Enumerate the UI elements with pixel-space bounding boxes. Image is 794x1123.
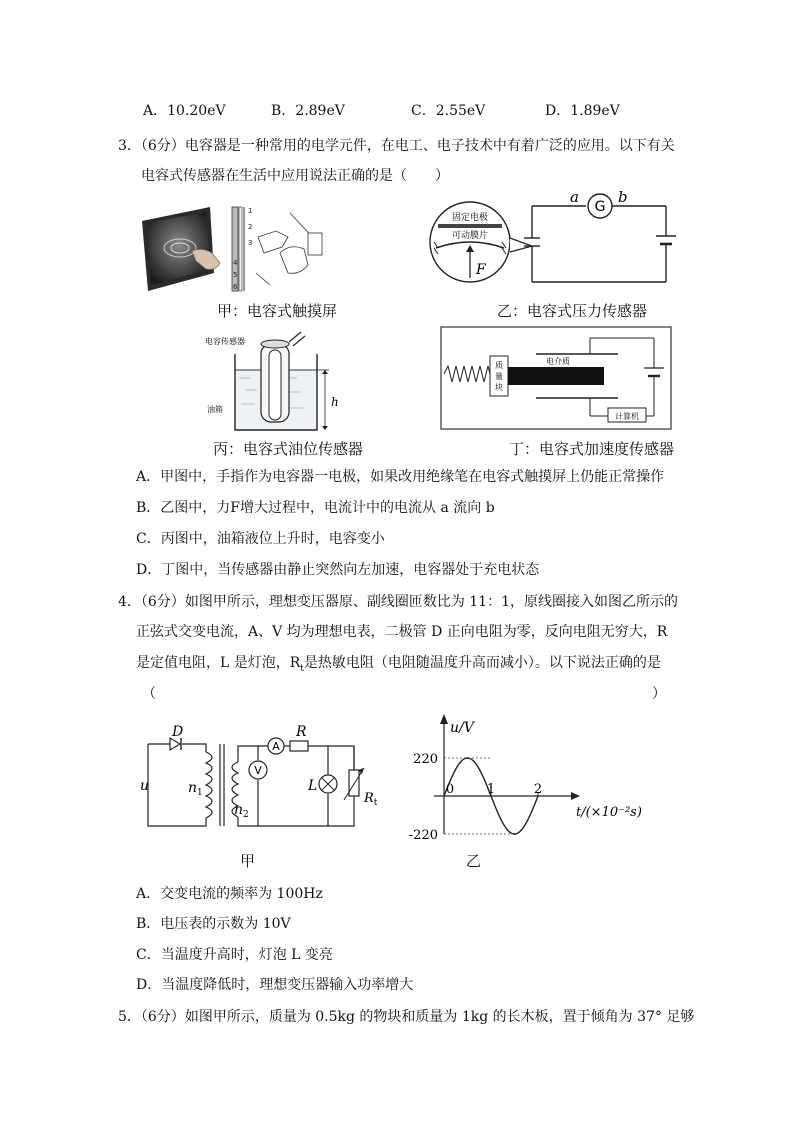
- svg-text:3: 3: [248, 239, 253, 247]
- q4-stem-line3: [136, 653, 661, 679]
- q4-option-b: B．电压表的示数为 10V: [136, 916, 291, 932]
- oil-level-sensor-figure: [205, 328, 345, 436]
- voltage-waveform-chart: [400, 712, 660, 842]
- y-tick-label: -220: [408, 828, 438, 843]
- y-axis-arrow: [440, 714, 448, 724]
- q4-paren-close: ）: [652, 686, 666, 702]
- primary-turns-label: $n_1$: [188, 780, 203, 798]
- q4-paren-open: （: [142, 686, 156, 702]
- q3-fig-jia-caption: 甲：电容式触摸屏: [217, 302, 338, 320]
- secondary-turns-label: $n_2$: [234, 802, 249, 820]
- mass-block-char-1: 质: [495, 361, 503, 370]
- q4-line3-sub: t: [300, 663, 304, 674]
- q3-fig-bing-caption: 丙：电容式油位传感器: [213, 440, 364, 458]
- q4-stem-line1: 4．（6分）如图甲所示，理想变压器原、副线圈匝数比为 11：1，原线圈接入如图乙所示的: [118, 594, 678, 610]
- x-tick-label: 0: [445, 782, 455, 797]
- input-voltage-label: u: [140, 778, 150, 794]
- q5-stem-line1: 5．（6分）如图甲所示，质量为 0.5kg 的物块和质量为 1kg 的长木板，置于倾角为 37° 足够: [118, 1009, 695, 1025]
- resistor-label: R: [296, 724, 307, 740]
- q4-fig-yi-caption: 乙: [466, 852, 482, 870]
- voltmeter-label: V: [254, 764, 262, 777]
- q2-option-a: A．10.20eV: [143, 103, 226, 119]
- computer-label: 计算机: [615, 412, 639, 421]
- q3-stem-line2: 电容式传感器在生活中应用说法正确的是（ ）: [141, 168, 449, 184]
- ammeter-label: A: [272, 740, 280, 753]
- pressure-sensor-figure: [420, 190, 675, 302]
- oil-tank-label: 油箱: [207, 405, 223, 414]
- sine-data-point: [443, 795, 445, 797]
- svg-text:2: 2: [248, 223, 253, 231]
- height-label: h: [331, 395, 339, 409]
- q4-option-d: D．当温度降低时，理想变压器输入功率增大: [136, 977, 414, 993]
- x-tick-label: 1: [486, 782, 496, 797]
- mass-block-label: [495, 360, 503, 392]
- q4-option-c: C．当温度升高时，灯泡 L 变亮: [136, 947, 333, 963]
- y-axis-label: u/V: [450, 720, 474, 736]
- q3-stem-line1: 3．（6分）电容器是一种常用的电学元件，在电工、电子技术中有着广泛的应用。以下有关: [118, 138, 675, 154]
- galvanometer-label: G: [594, 199, 606, 215]
- svg-text:1: 1: [248, 207, 253, 215]
- q4-option-a: A．交变电流的频率为 100Hz: [136, 886, 323, 902]
- q2-option-c: C．2.55eV: [411, 103, 486, 119]
- capacitive-sensor-label: 电容传感器: [205, 337, 245, 346]
- q3-option-d: D．丁图中，当传感器由静止突然向左加速，电容器处于充电状态: [136, 562, 540, 578]
- touchscreen-figure: [140, 203, 340, 298]
- point-a-label: a: [570, 188, 579, 206]
- fixed-electrode-label: 固定电极: [451, 213, 489, 223]
- q2-option-b: B．2.89eV: [271, 103, 345, 119]
- dielectric-label: 电介质: [546, 357, 570, 366]
- transformer-circuit-figure: [138, 722, 378, 840]
- diode-label: D: [172, 724, 184, 740]
- y-tick-label: 220: [413, 752, 438, 767]
- mass-block-char-2: 量: [495, 372, 503, 381]
- q3-fig-ding-caption: 丁：电容式加速度传感器: [509, 440, 675, 458]
- force-label: F: [476, 262, 486, 278]
- q4-line3-pre: 是定值电阻，L 是灯泡，R: [136, 655, 301, 671]
- thermistor-label: $R_t$: [364, 791, 378, 808]
- q2-option-d: D．1.89eV: [545, 103, 620, 119]
- point-b-label: b: [618, 188, 628, 206]
- x-tick-label: 2: [533, 782, 543, 797]
- accelerometer-figure: [440, 326, 672, 430]
- q4-stem-line2: 正弦式交变电流，A、V 均为理想电表，二极管 D 正向电阻为零，反向电阻无穷大，R: [136, 624, 668, 640]
- q3-option-b: B．乙图中，力F增大过程中，电流计中的电流从 a 流向 b: [136, 500, 495, 516]
- q4-line3-post: 是热敏电阻（电阻随温度升高而减小）。以下说法正确的是: [303, 655, 661, 671]
- q3-option-a: A．甲图中，手指作为电容器一电极，如果改用绝缘笔在电容式触摸屏上仍能正常操作: [136, 469, 665, 485]
- q4-fig-jia-caption: 甲: [240, 852, 256, 870]
- mass-block-char-3: 块: [495, 383, 503, 392]
- q3-fig-yi-caption: 乙：电容式压力传感器: [497, 302, 648, 320]
- movable-membrane-label: 可动膜片: [451, 231, 489, 241]
- svg-text:6: 6: [233, 283, 238, 291]
- x-axis-arrow: [571, 792, 580, 800]
- lamp-label: L: [308, 778, 318, 794]
- svg-text:4: 4: [233, 259, 238, 267]
- x-axis-label: t/(×10⁻²s): [576, 805, 642, 820]
- q3-option-c: C．丙图中，油箱液位上升时，电容变小: [136, 531, 385, 547]
- svg-text:5: 5: [233, 271, 238, 279]
